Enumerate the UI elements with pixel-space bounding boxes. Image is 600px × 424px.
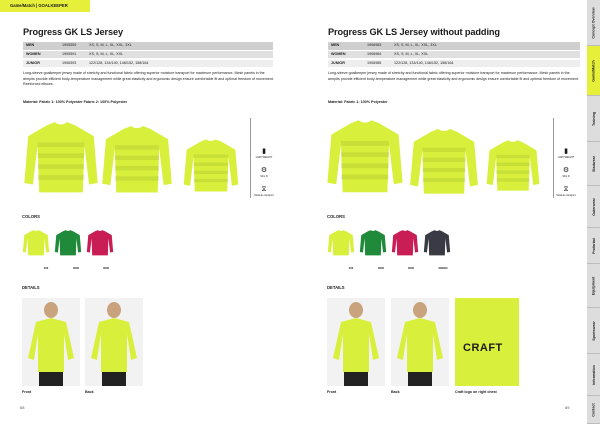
- color-label: 000: [348, 267, 354, 270]
- moisture-icon: ⧖: [261, 186, 267, 193]
- sidebar-item-training[interactable]: Training: [587, 96, 600, 142]
- color-label: 999000: [438, 267, 448, 270]
- page-title: Progress GK LS Jersey: [23, 27, 124, 37]
- jersey-image-junior: [182, 136, 240, 196]
- sidebar-item-equipment[interactable]: Equipment: [587, 264, 600, 308]
- stretch-icon: ▮: [564, 148, 568, 155]
- material-text: Material: Fabric 1: 100% Polyester Fabric 2: 100% Polyester: [23, 100, 128, 104]
- colors-heading: COLORS: [22, 214, 40, 219]
- detail-caption: Back: [85, 390, 94, 394]
- material-text: Material: Fabric 1: 100% Polyester: [328, 100, 388, 104]
- page-number: 68: [20, 405, 25, 410]
- fit-icon: ⚙: [562, 167, 570, 174]
- badge: ▮ LIGHTWEIGHT: [557, 148, 575, 159]
- color-swatch-2[interactable]: [86, 226, 114, 260]
- detail-caption: Back: [391, 390, 400, 394]
- page-number: 69: [565, 405, 570, 410]
- feature-badges: [556, 148, 576, 205]
- badge: ⚙ Slim fit: [260, 167, 268, 178]
- badge: ▮ LIGHTWEIGHT: [255, 148, 273, 159]
- detail-caption: Front: [22, 390, 32, 394]
- jersey-image-junior: [485, 136, 541, 196]
- color-label: 9500: [378, 267, 384, 270]
- sidebar-item-profarbal[interactable]: Profarbal: [587, 228, 600, 264]
- right-page: [305, 0, 587, 424]
- jersey-image-men: [22, 112, 100, 204]
- sidebar-item-stadwear[interactable]: Stadwear: [587, 142, 600, 186]
- detail-photo-front: [22, 298, 80, 386]
- size-table: [328, 42, 580, 69]
- detail-caption: Front: [327, 390, 337, 394]
- jersey-image-women: [408, 116, 480, 208]
- product-description: Long-sleeve goalkeeper jersey made of stretchy and functional fabric offering superior moisture transport for maximum performance. Mesh panels in the armpits provide efficient body-temperature management while great elasticity and ergonomic design ensure comfortable fit and optimal freedom of movement.: [328, 71, 579, 81]
- badge: ⚙ Slim fit: [562, 167, 570, 178]
- section-sidebar: [587, 0, 600, 424]
- details-heading: DETAILS: [22, 285, 40, 290]
- color-label: 0000: [103, 267, 109, 270]
- table-row: MEN 1905559 XS, S, M, L, XL, XXL, 3XL: [23, 42, 273, 50]
- color-swatch-0[interactable]: [22, 226, 50, 260]
- fit-icon: ⚙: [260, 167, 268, 174]
- craft-logo: CRAFT: [463, 342, 503, 354]
- table-row: JUNIOR 1906985 122/128, 134/140, 146/152, 158/164: [328, 60, 580, 68]
- color-swatch-0[interactable]: [327, 226, 355, 260]
- jersey-image-men: [325, 112, 405, 202]
- detail-caption: Craft logo on right chest: [455, 390, 497, 394]
- sidebar-item-concept-overview[interactable]: Concept Overview: [587, 0, 600, 46]
- product-description: Long-sleeve goalkeeper jersey made of stretchy and functional fabric offering superior moisture transport for maximum performance. Mesh panels in the armpits provide efficient body-temperature management while great elasticity and ergonomic design ensure comfortable fit and optimal freedom of movement. Reinforced elbows.: [23, 71, 274, 87]
- sidebar-item-sportswear[interactable]: Sportswear: [587, 308, 600, 354]
- table-row: WOMEN 1906984 XS, S, M, L, XL, XXL: [328, 51, 580, 59]
- color-swatch-1[interactable]: [359, 226, 387, 260]
- detail-photo-front: [327, 298, 385, 386]
- table-row: JUNIOR 1906593 122/128, 134/140, 146/152, 158/164: [23, 60, 273, 68]
- category-tag: Game/Match | GOALKEEPER: [0, 0, 90, 12]
- colors-heading: COLORS: [327, 214, 345, 219]
- feature-badges: [254, 148, 274, 205]
- sidebar-item-contact[interactable]: Contact: [587, 396, 600, 424]
- details-heading: DETAILS: [327, 285, 345, 290]
- moisture-icon: ⧖: [563, 186, 569, 193]
- badge: ⧖ Moisture transport: [254, 186, 274, 197]
- color-swatch-2[interactable]: [391, 226, 419, 260]
- table-row: WOMEN 1905591 XS, S, M, L, XL, XXL: [23, 51, 273, 59]
- left-page: [0, 0, 296, 424]
- color-swatch-1[interactable]: [54, 226, 82, 260]
- sidebar-item-outerwear[interactable]: Outerwear: [587, 186, 600, 228]
- detail-photo-back: [85, 298, 143, 386]
- badge: ⧖ Moisture transport: [556, 186, 576, 197]
- sidebar-item-information[interactable]: Information: [587, 354, 600, 396]
- detail-photo-logo: [455, 298, 519, 386]
- detail-photo-back: [391, 298, 449, 386]
- sidebar-item-game-match[interactable]: Game/Match: [587, 46, 600, 96]
- color-label: 000: [43, 267, 49, 270]
- table-row: MEN 1906983 XS, S, M, L, XL, XXL, 3XL: [328, 42, 580, 50]
- page-title: Progress GK LS Jersey without padding: [328, 27, 500, 37]
- jersey-image-women: [100, 112, 174, 208]
- stretch-icon: ▮: [262, 148, 266, 155]
- color-label: 9500: [73, 267, 79, 270]
- size-table: [23, 42, 273, 69]
- color-swatch-3[interactable]: [423, 226, 451, 260]
- color-label: 0000: [408, 267, 414, 270]
